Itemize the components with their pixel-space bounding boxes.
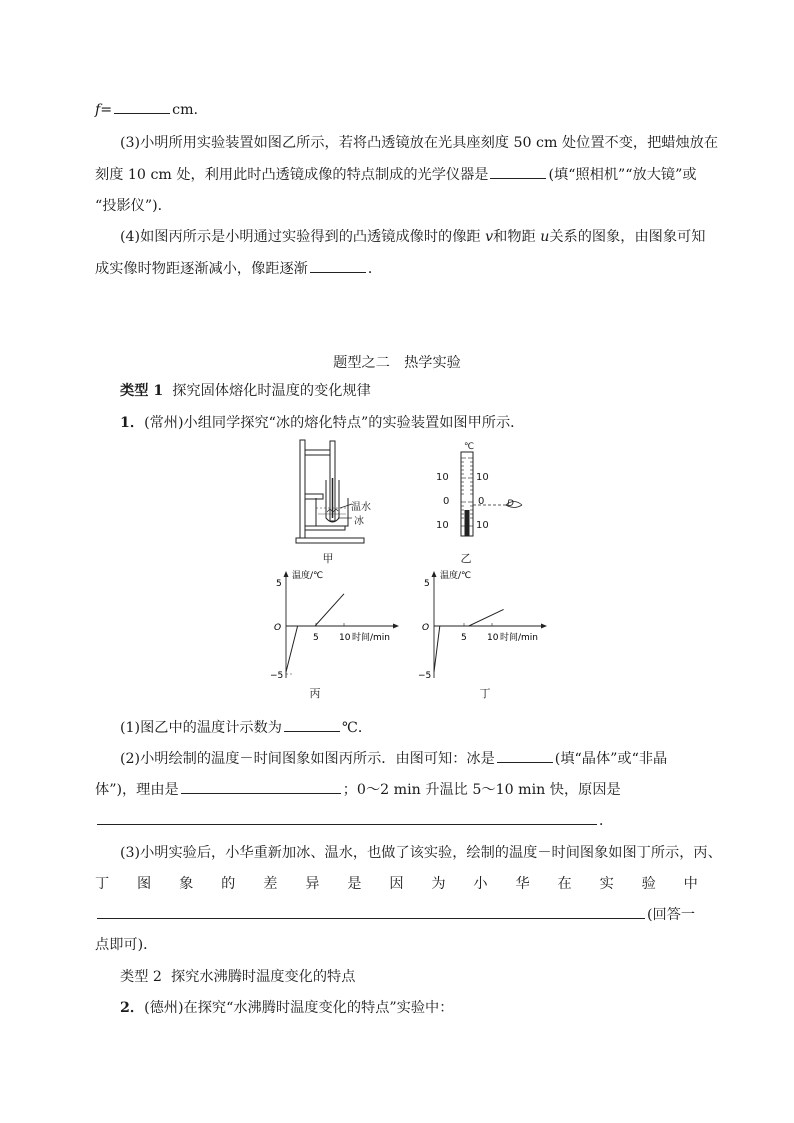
figure-jia xyxy=(290,438,380,548)
x-tick-10: 10 xyxy=(339,633,351,643)
q2-text-b: (填“晶体”或“非晶 xyxy=(554,751,668,767)
answer-blank[interactable] xyxy=(490,164,546,179)
chart-ding-svg xyxy=(414,568,564,683)
qa-q3-line3 xyxy=(95,904,695,925)
thermo-unit: ℃ xyxy=(464,442,475,452)
x-tick-5: 5 xyxy=(461,633,467,643)
thermo-left-10-top: 10 xyxy=(436,472,449,483)
problem-number: 2． xyxy=(120,1000,145,1016)
origin-label: O xyxy=(274,623,282,633)
eye-icon-label: D xyxy=(507,499,514,509)
chart-bing xyxy=(266,568,416,683)
caption-ding: 丁 xyxy=(479,687,491,700)
qa-q3-line4: 点即可)． xyxy=(95,937,158,953)
y-axis-label: 温度/℃ xyxy=(440,571,472,581)
type1-title: 探究固体熔化时温度的变化规律 xyxy=(172,383,371,399)
thermo-right-0: 0 xyxy=(478,496,485,507)
problem-number: 1． xyxy=(120,415,145,431)
thermo-left-10-bottom: 10 xyxy=(436,520,449,531)
thermo-right-10-top: 10 xyxy=(476,472,489,483)
type2-heading xyxy=(120,967,355,987)
q1-unit: ℃． xyxy=(341,720,373,736)
y-tick-5: 5 xyxy=(276,579,282,589)
qa-q3-line2 xyxy=(95,874,698,894)
problem-text: (常州)小组同学探究“冰的熔化特点”的实验装置如图甲所示． xyxy=(144,415,525,431)
period: ． xyxy=(367,261,383,277)
qa-q1 xyxy=(120,717,372,738)
q3-line3: “投影仪”)． xyxy=(95,198,172,214)
type1-heading xyxy=(120,381,371,401)
f-answer-line xyxy=(95,99,198,120)
type2-title: 探究水沸腾时温度变化的特点 xyxy=(170,969,356,985)
qa-q2-line2 xyxy=(95,779,621,800)
answer-blank[interactable] xyxy=(310,258,366,273)
char: 小 xyxy=(473,876,488,892)
problem2-line xyxy=(120,998,453,1018)
char: 异 xyxy=(305,876,320,892)
char: 丁 xyxy=(95,876,110,892)
q3-line2 xyxy=(95,164,697,185)
caption-yi: 乙 xyxy=(460,552,472,565)
period: ． xyxy=(599,813,614,829)
q4-line1 xyxy=(120,227,705,247)
q1-text: (1)图乙中的温度计示数为 xyxy=(120,720,282,736)
x-axis-arrow xyxy=(541,624,547,629)
qa-q2-line3 xyxy=(95,810,613,831)
q2-line2-text-a: 体”)，理由是 xyxy=(95,782,179,798)
char: 华 xyxy=(515,876,530,892)
x-axis-arrow xyxy=(393,624,399,629)
q4-text-c: 关系的图象，由图象可知 xyxy=(549,229,706,245)
qa-q3-line1: (3)小明实验后，小华重新加冰、温水，也做了该实验，绘制的温度－时间图象如图丁所示，丙、 xyxy=(120,845,722,861)
apparatus-diagram xyxy=(290,438,380,548)
f-symbol: f xyxy=(95,102,101,118)
char: 验 xyxy=(641,876,656,892)
unit-text: cm. xyxy=(172,102,199,118)
char: 实 xyxy=(599,876,614,892)
section-title: 题型之二 热学实验 xyxy=(333,355,461,371)
answer-blank[interactable] xyxy=(181,779,341,794)
char: 为 xyxy=(431,876,446,892)
x-axis-label: 时间/min xyxy=(500,633,539,643)
char: 在 xyxy=(557,876,572,892)
char: 因 xyxy=(389,876,404,892)
q4-text-a: (4)如图丙所示是小明通过实验得到的凸透镜成像时的像距 xyxy=(120,229,486,245)
u-symbol: u xyxy=(540,229,550,245)
x-axis-label: 时间/min xyxy=(352,633,391,643)
answer-blank[interactable] xyxy=(97,810,597,825)
chart-ding xyxy=(414,568,564,683)
label-warm-water: 温水 xyxy=(351,502,371,513)
q4-text-b: 和物距 xyxy=(493,229,541,245)
problem-text: (德州)在探究“水沸腾时温度变化的特点”实验中： xyxy=(144,1000,454,1016)
char: 象 xyxy=(179,876,194,892)
type1-label: 类型 1 xyxy=(120,383,164,399)
thermo-left-0: 0 xyxy=(443,496,450,507)
y-tick-5: 5 xyxy=(424,579,430,589)
problem1-line xyxy=(120,413,524,433)
y-tick-neg5: −5 xyxy=(270,671,284,681)
chart-bing-svg xyxy=(266,568,416,683)
q3-line3-end: (回答一 xyxy=(647,907,696,923)
q4-line2 xyxy=(95,258,382,279)
char: 是 xyxy=(347,876,362,892)
q2-line2-text-b: ；0～2 min 升温比 5～10 min 快，原因是 xyxy=(342,782,621,798)
answer-blank[interactable] xyxy=(284,717,340,732)
answer-blank[interactable] xyxy=(114,99,170,114)
answer-blank[interactable] xyxy=(97,904,645,919)
answer-blank[interactable] xyxy=(497,748,553,763)
label-ice: 冰 xyxy=(354,516,364,527)
caption-jia: 甲 xyxy=(322,552,334,565)
char: 中 xyxy=(683,876,698,892)
equals-sign: = xyxy=(100,102,113,118)
x-tick-10: 10 xyxy=(487,633,499,643)
char: 差 xyxy=(263,876,278,892)
type2-label: 类型 2 xyxy=(120,969,162,985)
y-axis-label: 温度/℃ xyxy=(292,571,324,581)
q3-line2-choices: (填“照相机”“放大镜”或 xyxy=(548,167,697,183)
char: 图 xyxy=(137,876,152,892)
q3-line2-text: 刻度 10 cm 处，利用此时凸透镜成像的特点制成的光学仪器是 xyxy=(95,167,489,183)
q4-line2-text: 成实像时物距逐渐减小，像距逐渐 xyxy=(95,261,308,277)
y-axis-arrow xyxy=(432,571,437,577)
caption-bing: 丙 xyxy=(309,687,321,700)
thermo-right-10-bottom: 10 xyxy=(476,520,489,531)
figure-yi xyxy=(428,442,538,540)
origin-label: O xyxy=(422,623,430,633)
v-symbol: v xyxy=(485,229,494,245)
x-tick-5: 5 xyxy=(313,633,319,643)
y-tick-neg5: −5 xyxy=(418,671,432,681)
char: 的 xyxy=(221,876,236,892)
qa-q2-line1 xyxy=(120,748,667,769)
q3-line1: (3)小明所用实验装置如图乙所示，若将凸透镜放在光具座刻度 50 cm 处位置不变，把蜡烛放在 xyxy=(120,135,719,151)
q2-text-a: (2)小明绘制的温度－时间图象如图丙所示．由图可知：冰是 xyxy=(120,751,495,767)
y-axis-arrow xyxy=(284,571,289,577)
